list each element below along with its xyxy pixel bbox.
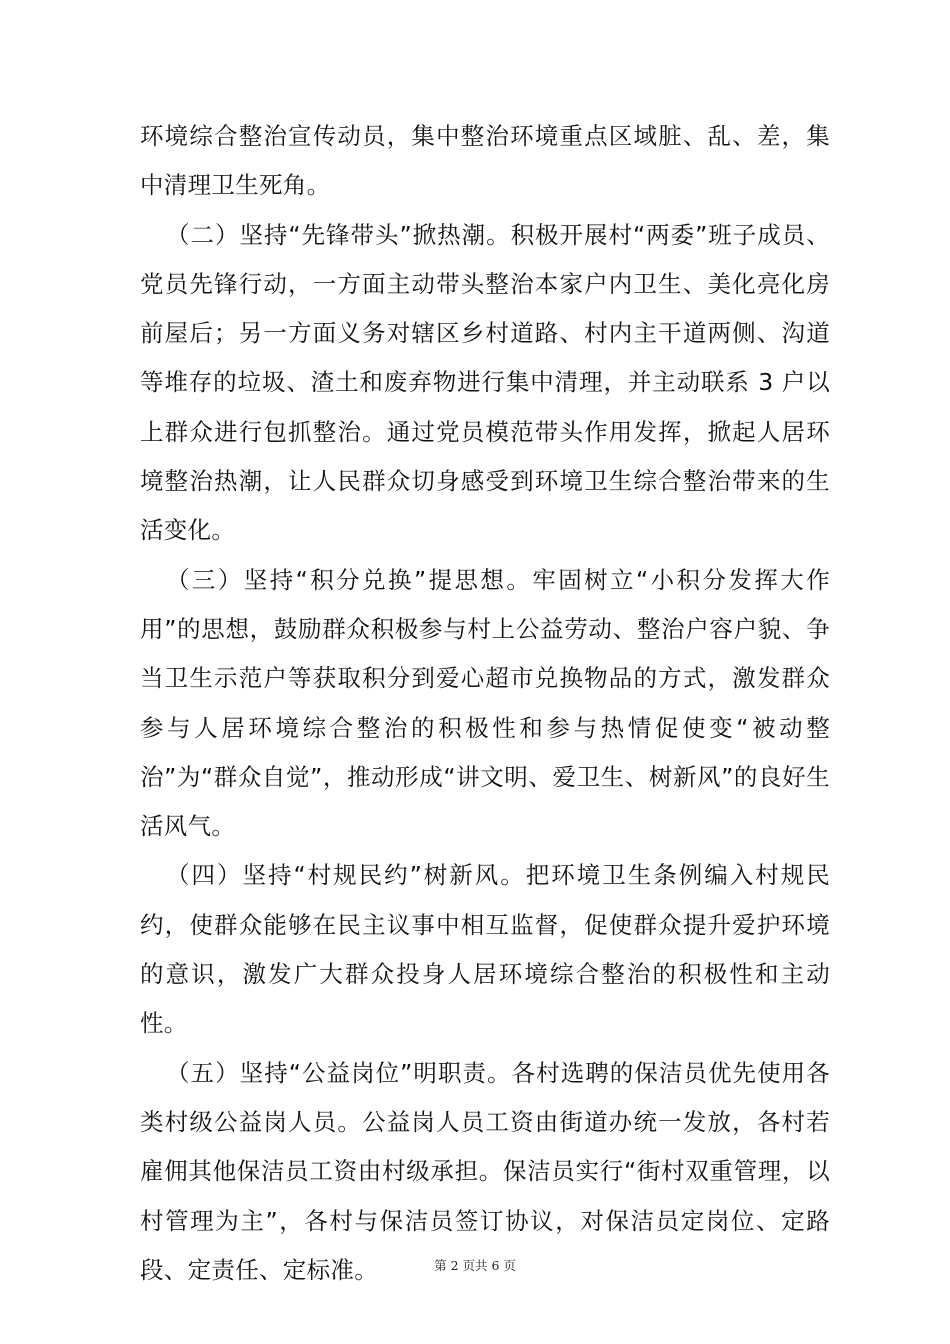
paragraph-continuation: 环境综合整治宣传动员，集中整治环境重点区域脏、乱、差，集中清理卫生死角。 bbox=[140, 122, 830, 200]
paragraph-public-posts: （五）坚持“公益岗位”明职责。各村选聘的保洁员优先使用各类村级公益岗人员。公益岗人员工资由街道办统一发放，各村若雇佣其他保洁员工资由村级承担。保洁员实行“街村双重管理，以村管理为主”，各村与保洁员签订协议，对保洁员定岗位、定路段、定责任、定标准。 bbox=[140, 1058, 830, 1284]
page-number-footer: 第 2 页共 6 页 bbox=[434, 1258, 516, 1273]
paragraph-village-rules: （四）坚持“村规民约”树新风。把环境卫生条例编入村规民约，使群众能够在民主议事中相互监督，促使群众提升爱护环境的意识，激发广大群众投身人居环境综合整治的积极性和主动性。 bbox=[140, 861, 830, 1038]
paragraph-vanguard: （二）坚持“先锋带头”掀热潮。积极开展村“两委”班子成员、党员先锋行动，一方面主动带头整治本家户内卫生、美化亮化房前屋后；另一方面义务对辖区乡村道路、村内主干道两侧、沟道等堆存的垃圾、渣土和废弃物进行集中清理，并主动联系 3 户以上群众进行包抓整治。通过党员模范带头作用发挥，掀起人居环境整治热潮，让人民群众切身感受到环境卫生综合整治带来的生活变化。 bbox=[140, 220, 830, 545]
document-body bbox=[140, 112, 830, 1295]
paragraph-points-exchange: （三）坚持“积分兑换”提思想。牢固树立“小积分发挥大作用”的思想，鼓励群众积极参与村上公益劳动、整治户容户貌、争当卫生示范户等获取积分到爱心超市兑换物品的方式，激发群众参与人居环境综合整治的积极性和参与热情促使变“被动整治”为“群众自觉”，推动形成“讲文明、爱卫生、树新风”的良好生活风气。 bbox=[140, 565, 830, 841]
